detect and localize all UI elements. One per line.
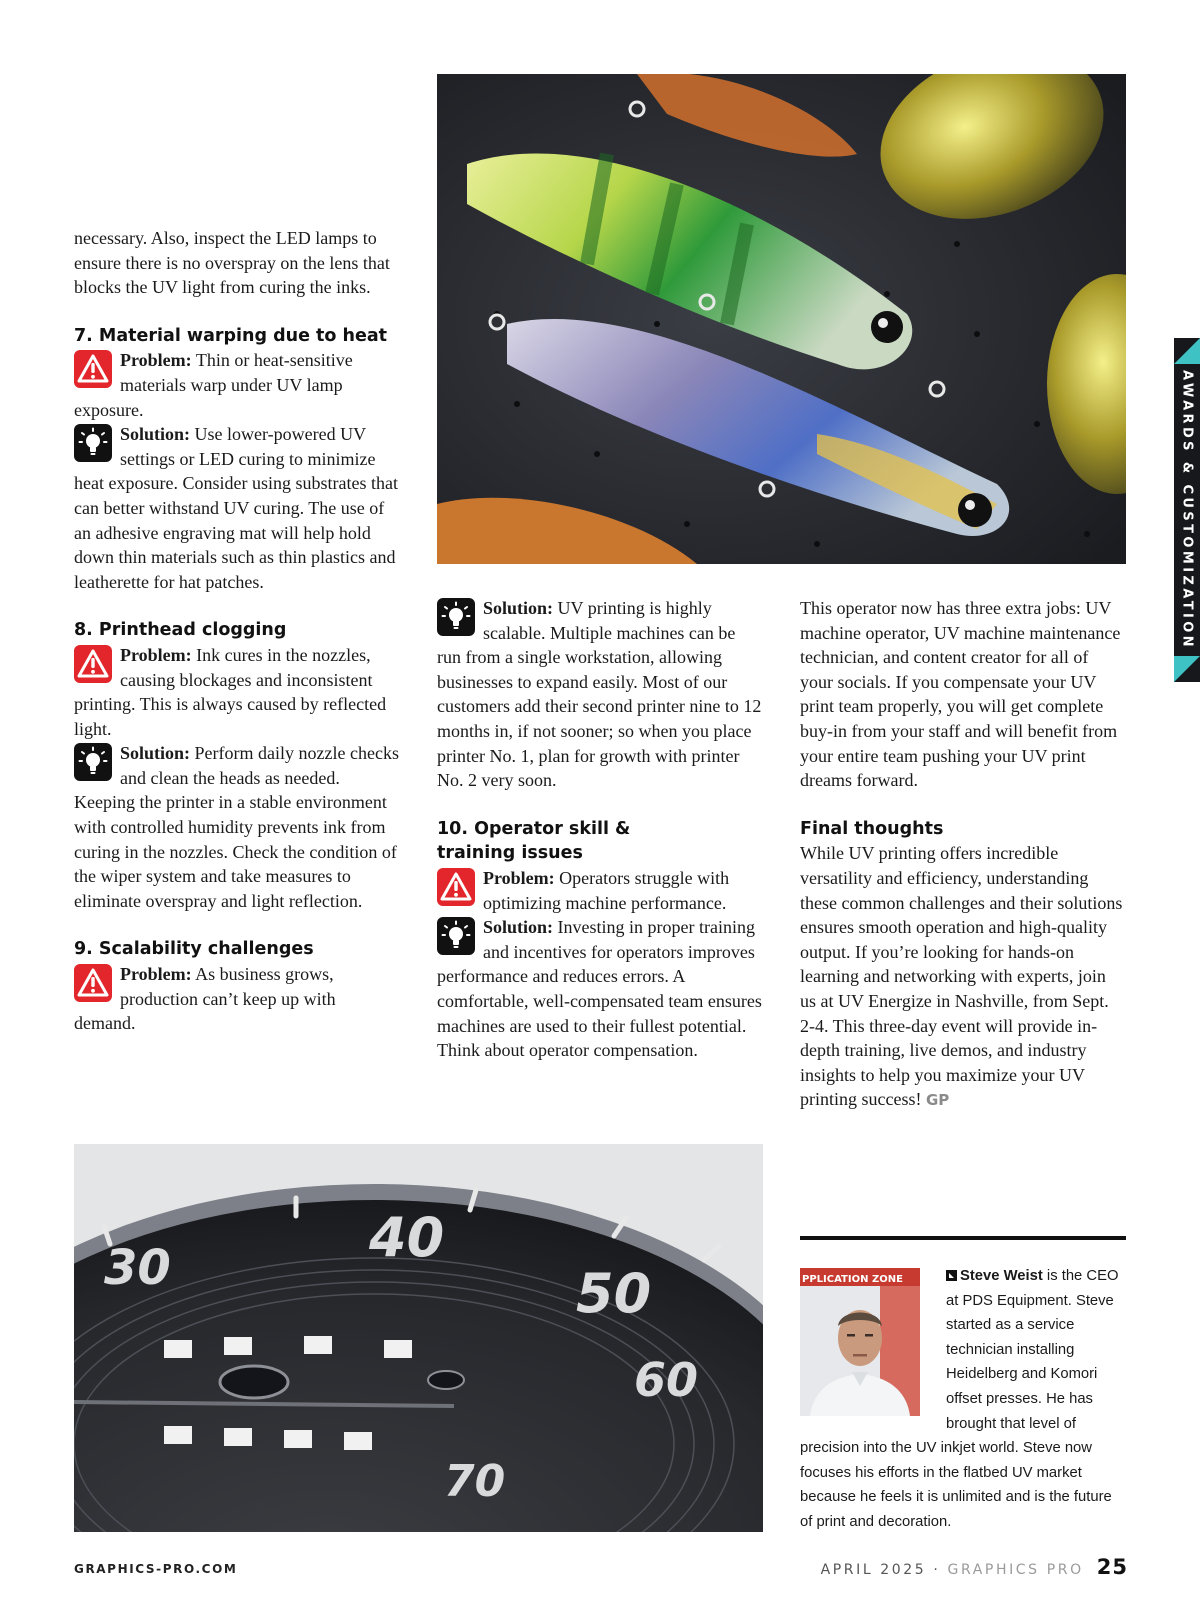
heading-10: 10. Operator skill & training issues [437, 818, 631, 864]
column-3 [800, 596, 1125, 1113]
footer-separator: · [933, 1562, 941, 1578]
warning-icon [74, 964, 112, 1002]
final-thoughts-text: While UV printing offers incredible versatility and efficiency, understanding these common challenges and their solutions ensures smooth operation and high-quality output. If you’re looking for hands-on learning and networking with experts, join us at UV Energize in Nashville, from Sept. 2-4. This three-day event will provide in-depth training, live demos, and industry insights to help you maximize your UV printing success! GP [800, 843, 1123, 1110]
footer-folio [821, 1555, 1128, 1579]
author-name: Steve Weist [960, 1268, 1043, 1284]
section-side-tab [1174, 338, 1200, 682]
footer-publication: GRAPHICS PRO [947, 1562, 1084, 1578]
lightbulb-icon [74, 743, 112, 781]
heading-8: 8. Printhead clogging [74, 620, 287, 641]
lures-photo [437, 74, 1126, 564]
column-2 [437, 596, 762, 1063]
lightbulb-icon [437, 598, 475, 636]
lightbulb-icon [437, 917, 475, 955]
dial-label: 60 [634, 1353, 699, 1407]
dial-label: 50 [576, 1262, 652, 1325]
warning-icon [74, 645, 112, 683]
problem-9: Problem: As business grows, production can’t keep up with demand. [74, 964, 336, 1034]
end-mark: GP [925, 1091, 950, 1110]
col1-intro: necessary. Also, inspect the LED lamps to ensure there is no overspray on the lens that blocks the UV light from curing the inks. [74, 228, 390, 298]
problem-10: Problem: Operators struggle with optimizing machine performance. [437, 866, 762, 915]
dial-label: 70 [444, 1456, 506, 1507]
column-1 [74, 226, 399, 1036]
col3-intro: This operator now has three extra jobs: UV machine operator, UV machine maintenance technician, and content creator for all of your socials. If you compensate your UV print team properly, you will get complete buy-in from your staff and will benefit from your entire team pushing your UV print dreams forward. [800, 598, 1121, 791]
footer-date: APRIL 2025 [820, 1562, 927, 1578]
author-bio-text: is the CEO at PDS Equipment. Steve started as a service technician installing Heidelberg and Komori offset presses. He has brought that level of precision into the UV inkjet world. Steve now focuses his efforts in the flatbed UV market because he feels it is unlimited and is the future of print and decoration. [800, 1268, 1119, 1530]
bio-divider [800, 1236, 1126, 1240]
photo-banner-text: PPLICATION ZONE [802, 1274, 903, 1285]
dial-label: 40 [369, 1206, 445, 1269]
lightbulb-icon [74, 424, 112, 462]
problem-8: Problem: Ink cures in the nozzles, causing blockages and inconsistent printing. This is always caused by reflected light. [74, 644, 387, 739]
solution-8: Solution: Perform daily nozzle checks and clean the heads as needed. Keeping the printer in a stable environment with controlled humidity prevents ink from curing in the nozzles. Check the condition of the wiper system and take measures to eliminate overspray and light reflection. [74, 743, 399, 911]
warning-icon [74, 350, 112, 388]
solution-7: Solution: Use lower-powered UV settings or LED curing to minimize heat exposure. Consider using substrates that can better withstand UV curing. The use of an adhesive engraving mat will help hold down thin materials such as thin plastics and leatherette for hat patches. [74, 424, 398, 592]
side-tab-label: AWARDS & CUSTOMIZATION [1179, 370, 1195, 650]
solution-9: Solution: UV printing is highly scalable. Multiple machines can be run from a single workstation, allowing businesses to expand easily. Most of our customers add their second printer nine to 12 months in, if not sooner; so when you place printer No. 1, plan for growth with printer No. 2 very soon. [437, 598, 762, 791]
problem-7: Problem: Thin or heat-sensitive materials warp under UV lamp exposure. [74, 350, 353, 420]
author-photo [800, 1268, 920, 1416]
heading-7: 7. Material warping due to heat [74, 325, 388, 346]
speedometer-dial-photo [74, 1144, 763, 1532]
final-thoughts-heading: Final thoughts [800, 818, 944, 839]
solution-10: Solution: Investing in proper training and incentives for operators improves performance and reduces errors. A comfortable, well-compensated team ensures machines are used to their fullest potential. Think about operator compensation. [437, 917, 762, 1061]
page-number: 25 [1096, 1555, 1128, 1579]
dial-label: 30 [104, 1240, 171, 1296]
byline-square-icon [946, 1270, 957, 1281]
heading-9: 9. Scalability challenges [74, 939, 314, 960]
warning-icon [437, 868, 475, 906]
footer-site: GRAPHICS-PRO.COM [74, 1562, 238, 1576]
author-bio [800, 1264, 1126, 1535]
